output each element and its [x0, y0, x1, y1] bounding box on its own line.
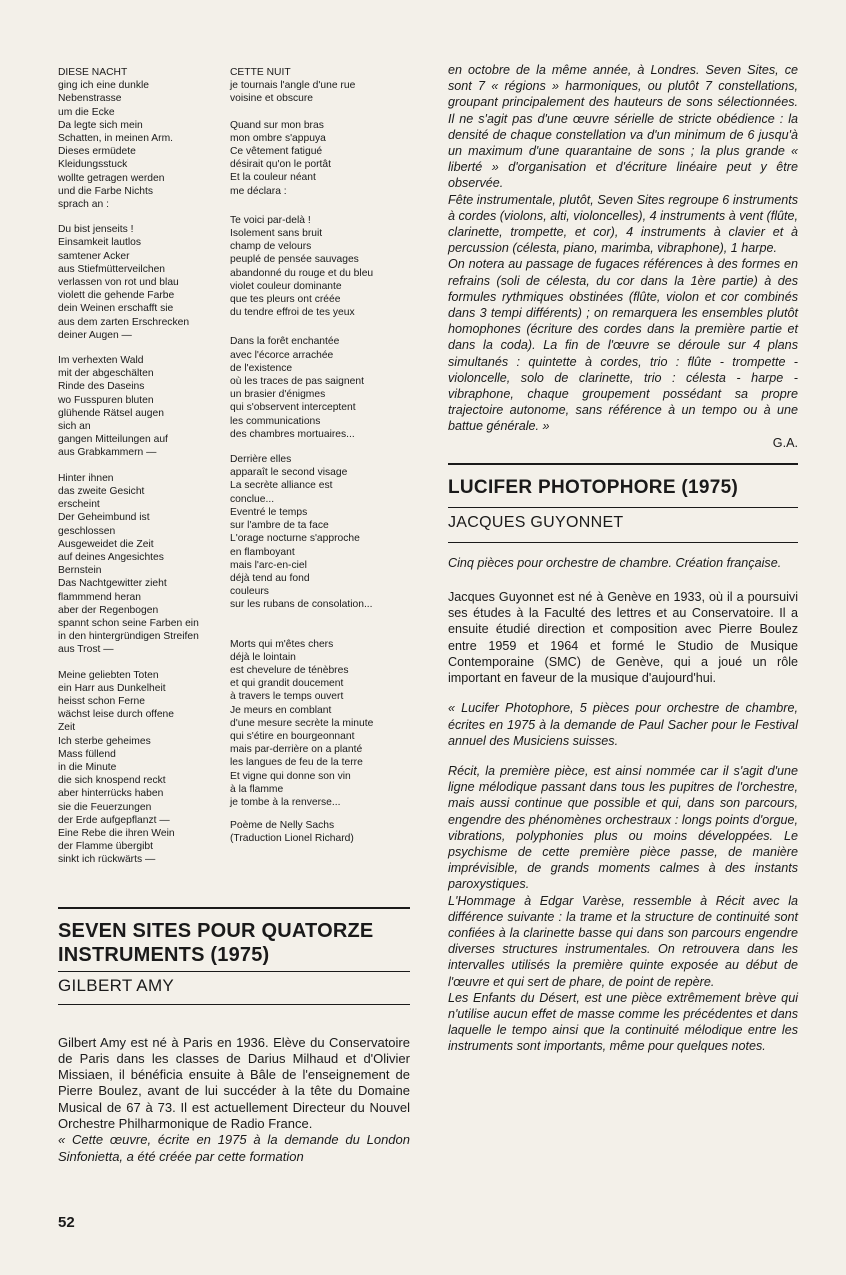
section-title: SEVEN SITES POUR QUATORZE INSTRUMENTS (1975) — [58, 919, 374, 966]
seven-sites-continued — [448, 62, 798, 451]
divider — [58, 907, 410, 909]
poem — [58, 66, 410, 879]
divider — [448, 463, 798, 465]
stanza-de-1: DIESE NACHT ging ich eine dunkle Nebenstrasse um die Ecke Da legte sich mein Schatten, in meinen Arm. Dieses ermüdete Kleidungsstuck wollte getragen werden und die Farbe Nichts sprach an : — [58, 67, 174, 211]
left-column — [58, 66, 410, 1165]
divider — [58, 971, 410, 972]
composer-name: JACQUES GUYONNET — [448, 513, 624, 531]
right-column — [448, 62, 798, 1055]
divider — [58, 1004, 410, 1005]
composer-bio: Jacques Guyonnet est né à Genève en 1933, où il a poursuivi ses études à la Faculté des lettres et au Conservatoire. Il a ensuite étudié direction et composition avec Pierre Boulez entre 1959 et 1964 et formé le Studio de Musique Contemporaine (SMC) de Genève, qui a joué un rôle important en faveur de la musique d'aujourd'hui. — [448, 590, 798, 686]
stanza-de-5: Meine geliebten Toten ein Harr aus Dunkelheit heisst schon Ferne wächst leise durch offene Zeit Ich sterbe geheimes Mass füllend in die Minute die sich knospend reckt aber hinterrücks haben sie die Feuerzungen der Erde aufgepflanzt — Eine Rebe die ihren Wein der Flamme übergibt sinkt ich rückwärts — — [58, 669, 175, 866]
stanza-fr-2: Quand sur mon bras mon ombre s'appuya Ce vêtement fatigué désirait qu'on le portât Et la couleur néant me déclara : — [230, 119, 331, 197]
page-number: 52 — [58, 1214, 75, 1231]
program-note-paragraph: Fête instrumentale, plutôt, Seven Sites regroupe 6 instruments à cordes (violons, alti, violoncelles), 4 instruments à vent (flûte, clarinette, trompette, et cor), 4 instruments à clavier et à percussion (célesta, piano, marimba, vibraphone), 1 harpe. — [448, 192, 798, 256]
composer-bio: Gilbert Amy est né à Paris en 1936. Elève du Conservatoire de Paris dans les classes de Darius Milhaud et d'Olivier Missiaen, il bénéficia ensuite à Bâle de l'enseignement de Pierre Boulez, avant de lui succéder à la tête du Domaine Musical de 67 à 73. Il est actuellement Directeur du Nouvel Orchestre Philharmonique de Radio France. — [58, 1034, 410, 1132]
stanza-de-2: Du bist jenseits ! Einsamkeit lautlos samtener Acker aus Stiefmütterveilchen verlassen von rot und blau violett die gehende Farbe dein Weinen erschafft sie aus dem zarten Erschrecken deiner Augen — — [58, 224, 190, 341]
program-note-paragraph: Les Enfants du Désert, est une pièce extrêmement brève qui n'utilise aucun effet de masse comme les précédentes et dans laquelle le tempo ainsi que la continuité mélodique entre les instruments sont importants, même pour quelques notes. — [448, 990, 798, 1054]
stanza-de-4: Hinter ihnen das zweite Gesicht erscheint Der Geheimbund ist geschlossen Ausgeweidet die Zeit auf deines Angesichtes Bernstein Das Nachtgewitter zieht flammmend heran aber der Regenbogen spannt schon seine Farben ein in den hintergründigen Streifen aus Trost — — [58, 472, 199, 656]
divider — [448, 507, 798, 508]
signature: G.A. — [772, 435, 798, 450]
stanza-fr-1: CETTE NUIT je tournais l'angle d'une rue voisine et obscure — [230, 67, 356, 105]
program-note-paragraph: Récit, la première pièce, est ainsi nommée car il s'agit d'une ligne mélodique passant dans tous les pupitres de l'orchestre, mais aussi continue que possible et qui, dans son parcours, engendre des phénomènes orchestraux : longs points d'orgue, vibrations, polyphonies plus ou moins développées. Le psychisme de cette première pièce passe, de manière imprévisible, de grands moments calmes à des instants paroxystiques. — [448, 763, 798, 892]
poem-credit: Poème de Nelly Sachs (Traduction Lionel Richard) — [230, 820, 354, 845]
program-note-continued: en octobre de la même année, à Londres. Seven Sites, ce sont 7 « régions » harmoniques, ou plutôt 7 constellations, groupant principalement des hauteurs de sons sélectionnées. Il ne s'agit pas d'une œuvre sérielle de stricte obédience : la densité de chaque constellation va d'un minimum de 6 jusqu'à un maximum d'une quarantaine de sons ; la plus grande « liberté » d'organisation et d'écriture linéaire peut y être observée. — [448, 63, 798, 191]
seven-sites-text — [58, 1035, 410, 1165]
poem-french — [230, 66, 405, 879]
lucifer-heading — [448, 463, 798, 543]
work-subtitle: Cinq pièces pour orchestre de chambre. Création française. — [448, 555, 782, 570]
composer-name: GILBERT AMY — [58, 975, 175, 995]
section-title: LUCIFER PHOTOPHORE (1975) — [448, 476, 739, 498]
seven-sites-heading — [58, 907, 410, 1005]
program-note-paragraph: L'Hommage à Edgar Varèse, ressemble à Récit avec la différence suivante : la trame et la structure de continuité sont confiées à la clarinette basse qui dans son parcours engendre diverses structures instrumentales. On retrouvera dans les intervalles utilisés la première quinte exposée au début de l'œuvre et qui sert de phare, de point de repère. — [448, 893, 798, 989]
divider — [448, 542, 798, 543]
program-note-paragraph: « Lucifer Photophore, 5 pièces pour orchestre de chambre, écrites en 1975 à la demande de Paul Sacher pour le Festival annuel des Musiciens suisses. — [448, 701, 798, 748]
stanza-fr-4: Dans la forêt enchantée avec l'écorce arrachée de l'existence où les traces de pas saignent un brasier d'énigmes qui s'observent interceptent les communications des chambres mortuaires... — [230, 336, 364, 440]
stanza-de-3: Im verhexten Wald mit der abgeschälten Rinde des Daseins wo Fusspuren bluten glühende Rätsel augen sich an gangen Mitteilungen auf aus Grabkammern — — [58, 355, 168, 459]
stanza-fr-6: Morts qui m'êtes chers déjà le lointain est chevelure de ténèbres et qui grandit doucement à travers le temps ouvert Je meurs en comblant d'une mesure secrète la minute qui s'étire en bourgeonnant mais par-derrière on a planté les langues de feu de la terre Et vigne qui donne son vin à la flamme je tombe à la renverse... — [230, 638, 374, 808]
lucifer-text — [448, 555, 798, 1055]
stanza-fr-5: Derrière elles apparaît le second visage La secrète alliance est conclue... Eventré le temps sur l'ambre de ta face L'orage nocturne s'approche en flamboyant mais l'arc-en-ciel déjà tend au fond couleurs sur les rubans de consolation... — [230, 454, 373, 611]
program-note-start: « Cette œuvre, écrite en 1975 à la demande du London Sinfonietta, a été créée par cette formation — [58, 1132, 410, 1164]
stanza-fr-3: Te voici par-delà ! Isolement sans bruit champ de velours peuplé de pensée sauvages abandonné du rouge et du bleu violet couleur dominante que tes pleurs ont créée du tendre effroi de tes yeux — [230, 214, 374, 319]
poem-german — [58, 66, 230, 879]
program-note-paragraph: On notera au passage de fugaces références à des formes en refrains (soli de célesta, du cor dans la 1ère partie) à des formules rythmiques obstinées (flûte, violon et cor combinés dans 3 tempi différents) ; on remarquera les ensembles plutôt homophones (écriture des cordes dans la première partie et dans la coda). La fin de l'œuvre se déroule sur 4 plans simultanés : quintette à cordes, trio : flûte - trompette - violoncelle, solo de clarinette, trio : célesta - harpe - vibraphone, chaque groupement possédant sa propre trajectoire autonome, sans référence à un tempo ou à une battue générale. » — [448, 257, 798, 434]
